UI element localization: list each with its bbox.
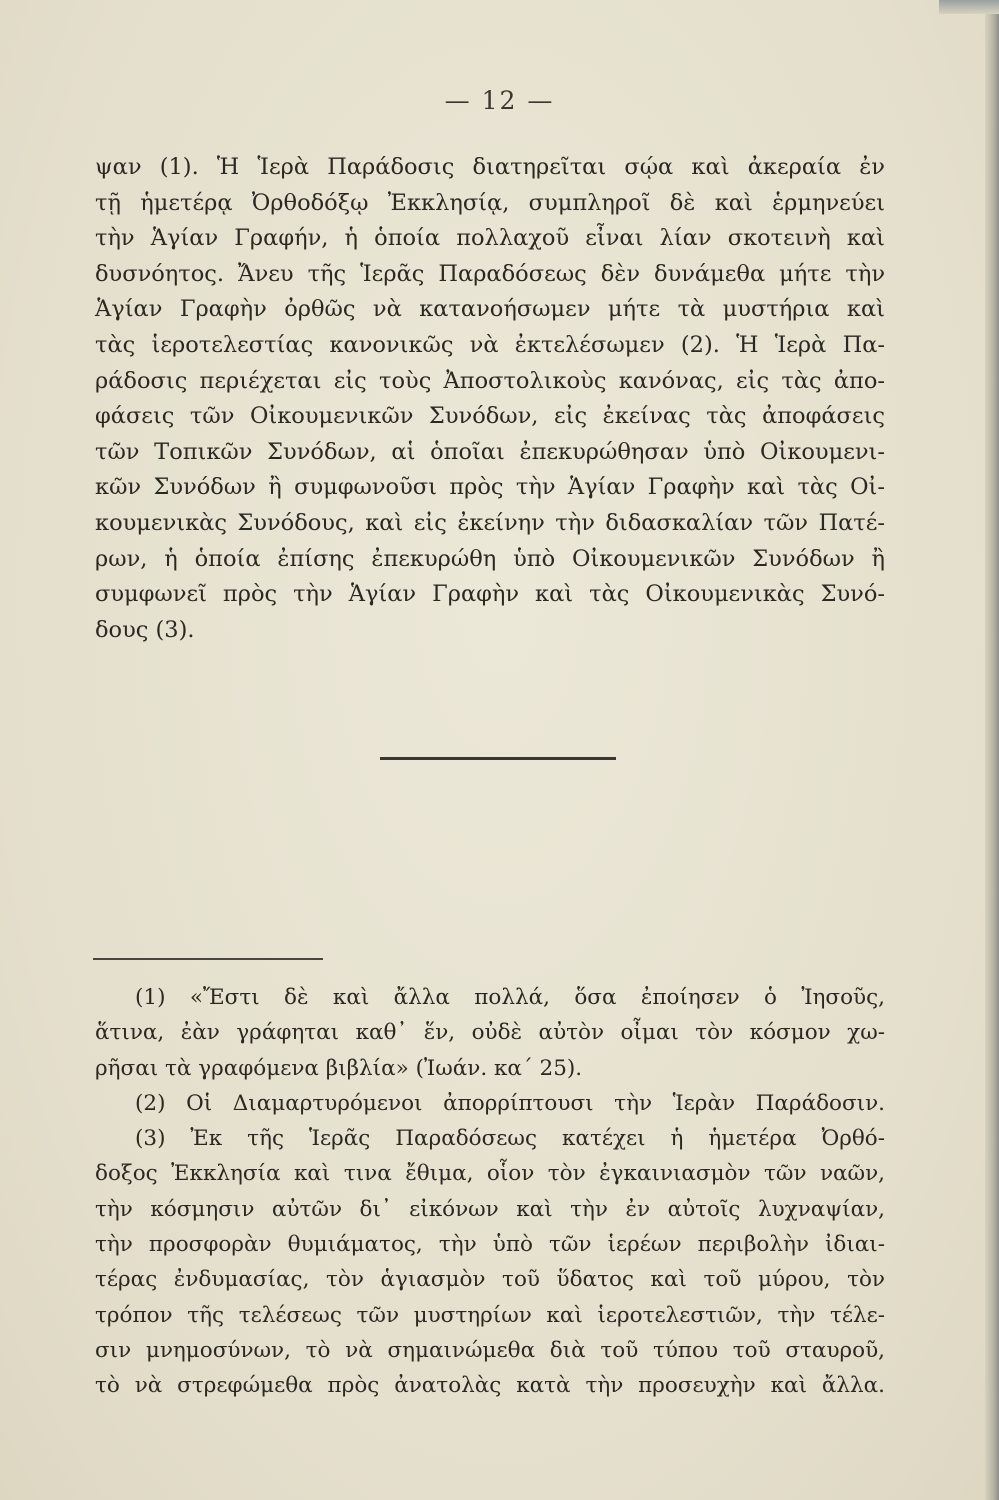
footnote-line: (3) Ἐκ τῆς Ἱερᾶς Παραδόσεως κατέχει ἡ ἡμετέρα Ὀρθό- xyxy=(135,1126,885,1152)
footnote-line: τέρας ἐνδυμασίας, τὸν ἁγιασμὸν τοῦ ὕδατος καὶ τοῦ μύρου, τὸν xyxy=(95,1267,885,1293)
page-number: — 12 — xyxy=(444,86,555,115)
text-line: κουμενικὰς Συνόδους, καὶ εἰς ἐκείνην τὴν διδασκαλίαν τῶν Πατέ- xyxy=(95,509,885,536)
text-line: φάσεις τῶν Οἰκουμενικῶν Συνόδων, εἰς ἐκείνας τὰς ἀποφάσεις xyxy=(95,403,885,430)
footnote-line: ρῆσαι τὰ γραφόμενα βιβλία» (Ἰωάν. κα΄ 25). xyxy=(95,1055,583,1081)
main-text xyxy=(95,150,885,648)
footnote-line: τὸ νὰ στρεφώμεθα πρὸς ἀνατολὰς κατὰ τὴν προσευχὴν καὶ ἄλλα. xyxy=(95,1373,885,1399)
footnote-line: τρόπον τῆς τελέσεως τῶν μυστηρίων καὶ ἱεροτελεστιῶν, τὴν τέλε- xyxy=(95,1302,885,1328)
text-line: ρων, ἡ ὁποία ἐπίσης ἐπεκυρώθη ὑπὸ Οἰκουμενικῶν Συνόδων ἢ xyxy=(95,545,885,572)
footnote-line: ἅτινα, ἐὰν γράφηται καθ᾽ ἕν, οὐδὲ αὐτὸν οἶμαι τὸν κόσμον χω- xyxy=(95,1020,885,1046)
text-line: τῇ ἡμετέρᾳ Ὀρθοδόξῳ Ἐκκλησίᾳ, συμπληροῖ δὲ καὶ ἑρμηνεύει xyxy=(95,189,885,216)
text-line: Ἁγίαν Γραφὴν ὀρθῶς νὰ κατανοήσωμεν μήτε τὰ μυστήρια καὶ xyxy=(95,296,885,323)
text-line: δους (3). xyxy=(95,616,195,643)
text-line: τὰς ἱεροτελεστίας κανονικῶς νὰ ἐκτελέσωμεν (2). Ἡ Ἱερὰ Πα- xyxy=(95,331,885,358)
text-line: κῶν Συνόδων ἢ συμφωνοῦσι πρὸς τὴν Ἁγίαν Γραφὴν καὶ τὰς Οἰ- xyxy=(95,474,885,501)
text-line: ψαν (1). Ἡ Ἱερὰ Παράδοσις διατηρεῖται σῴα καὶ ἀκεραία ἐν xyxy=(95,154,885,180)
page-edge xyxy=(985,0,999,1500)
text-line: δυσνόητος. Ἄνευ τῆς Ἱερᾶς Παραδόσεως δὲν δυνάμεθα μήτε τὴν xyxy=(95,260,885,287)
footnote-line: (1) «Ἔστι δὲ καὶ ἄλλα πολλά, ὅσα ἐποίησεν ὁ Ἰησοῦς, xyxy=(135,985,885,1010)
footnote-line: δοξος Ἐκκλησία καὶ τινα ἔθιμα, οἷον τὸν ἐγκαινιασμὸν τῶν ναῶν, xyxy=(95,1161,885,1187)
text-line: ράδοσις περιέχεται εἰς τοὺς Ἀποστολικοὺς κανόνας, εἰς τὰς ἀπο- xyxy=(95,367,885,394)
footnote-rule xyxy=(93,958,323,960)
footnote-line: (2) Οἱ Διαμαρτυρόμενοι ἀπορρίπτουσι τὴν Ἱερὰν Παράδοσιν. xyxy=(135,1090,885,1116)
text-line: τὴν Ἁγίαν Γραφήν, ἡ ὁποία πολλαχοῦ εἶναι λίαν σκοτεινὴ καὶ xyxy=(95,225,885,252)
footnotes xyxy=(95,980,885,1404)
footnote-line: τὴν κόσμησιν αὐτῶν δι᾽ εἰκόνων καὶ τὴν ἐν αὐτοῖς λυχναψίαν, xyxy=(95,1196,885,1222)
footnote-line: σιν μνημοσύνων, τὸ νὰ σημαινώμεθα διὰ τοῦ τύπου τοῦ σταυροῦ, xyxy=(95,1337,885,1363)
text-line: τῶν Τοπικῶν Συνόδων, αἱ ὁποῖαι ἐπεκυρώθησαν ὑπὸ Οἰκουμενι- xyxy=(95,438,885,465)
page-corner-shadow xyxy=(939,0,999,14)
section-separator xyxy=(380,757,616,760)
text-line: συμφωνεῖ πρὸς τὴν Ἁγίαν Γραφὴν καὶ τὰς Οἰκουμενικὰς Συνό- xyxy=(95,581,885,608)
footnote-line: τὴν προσφορὰν θυμιάματος, τὴν ὑπὸ τῶν ἱερέων περιβολὴν ἰδιαι- xyxy=(95,1232,885,1258)
